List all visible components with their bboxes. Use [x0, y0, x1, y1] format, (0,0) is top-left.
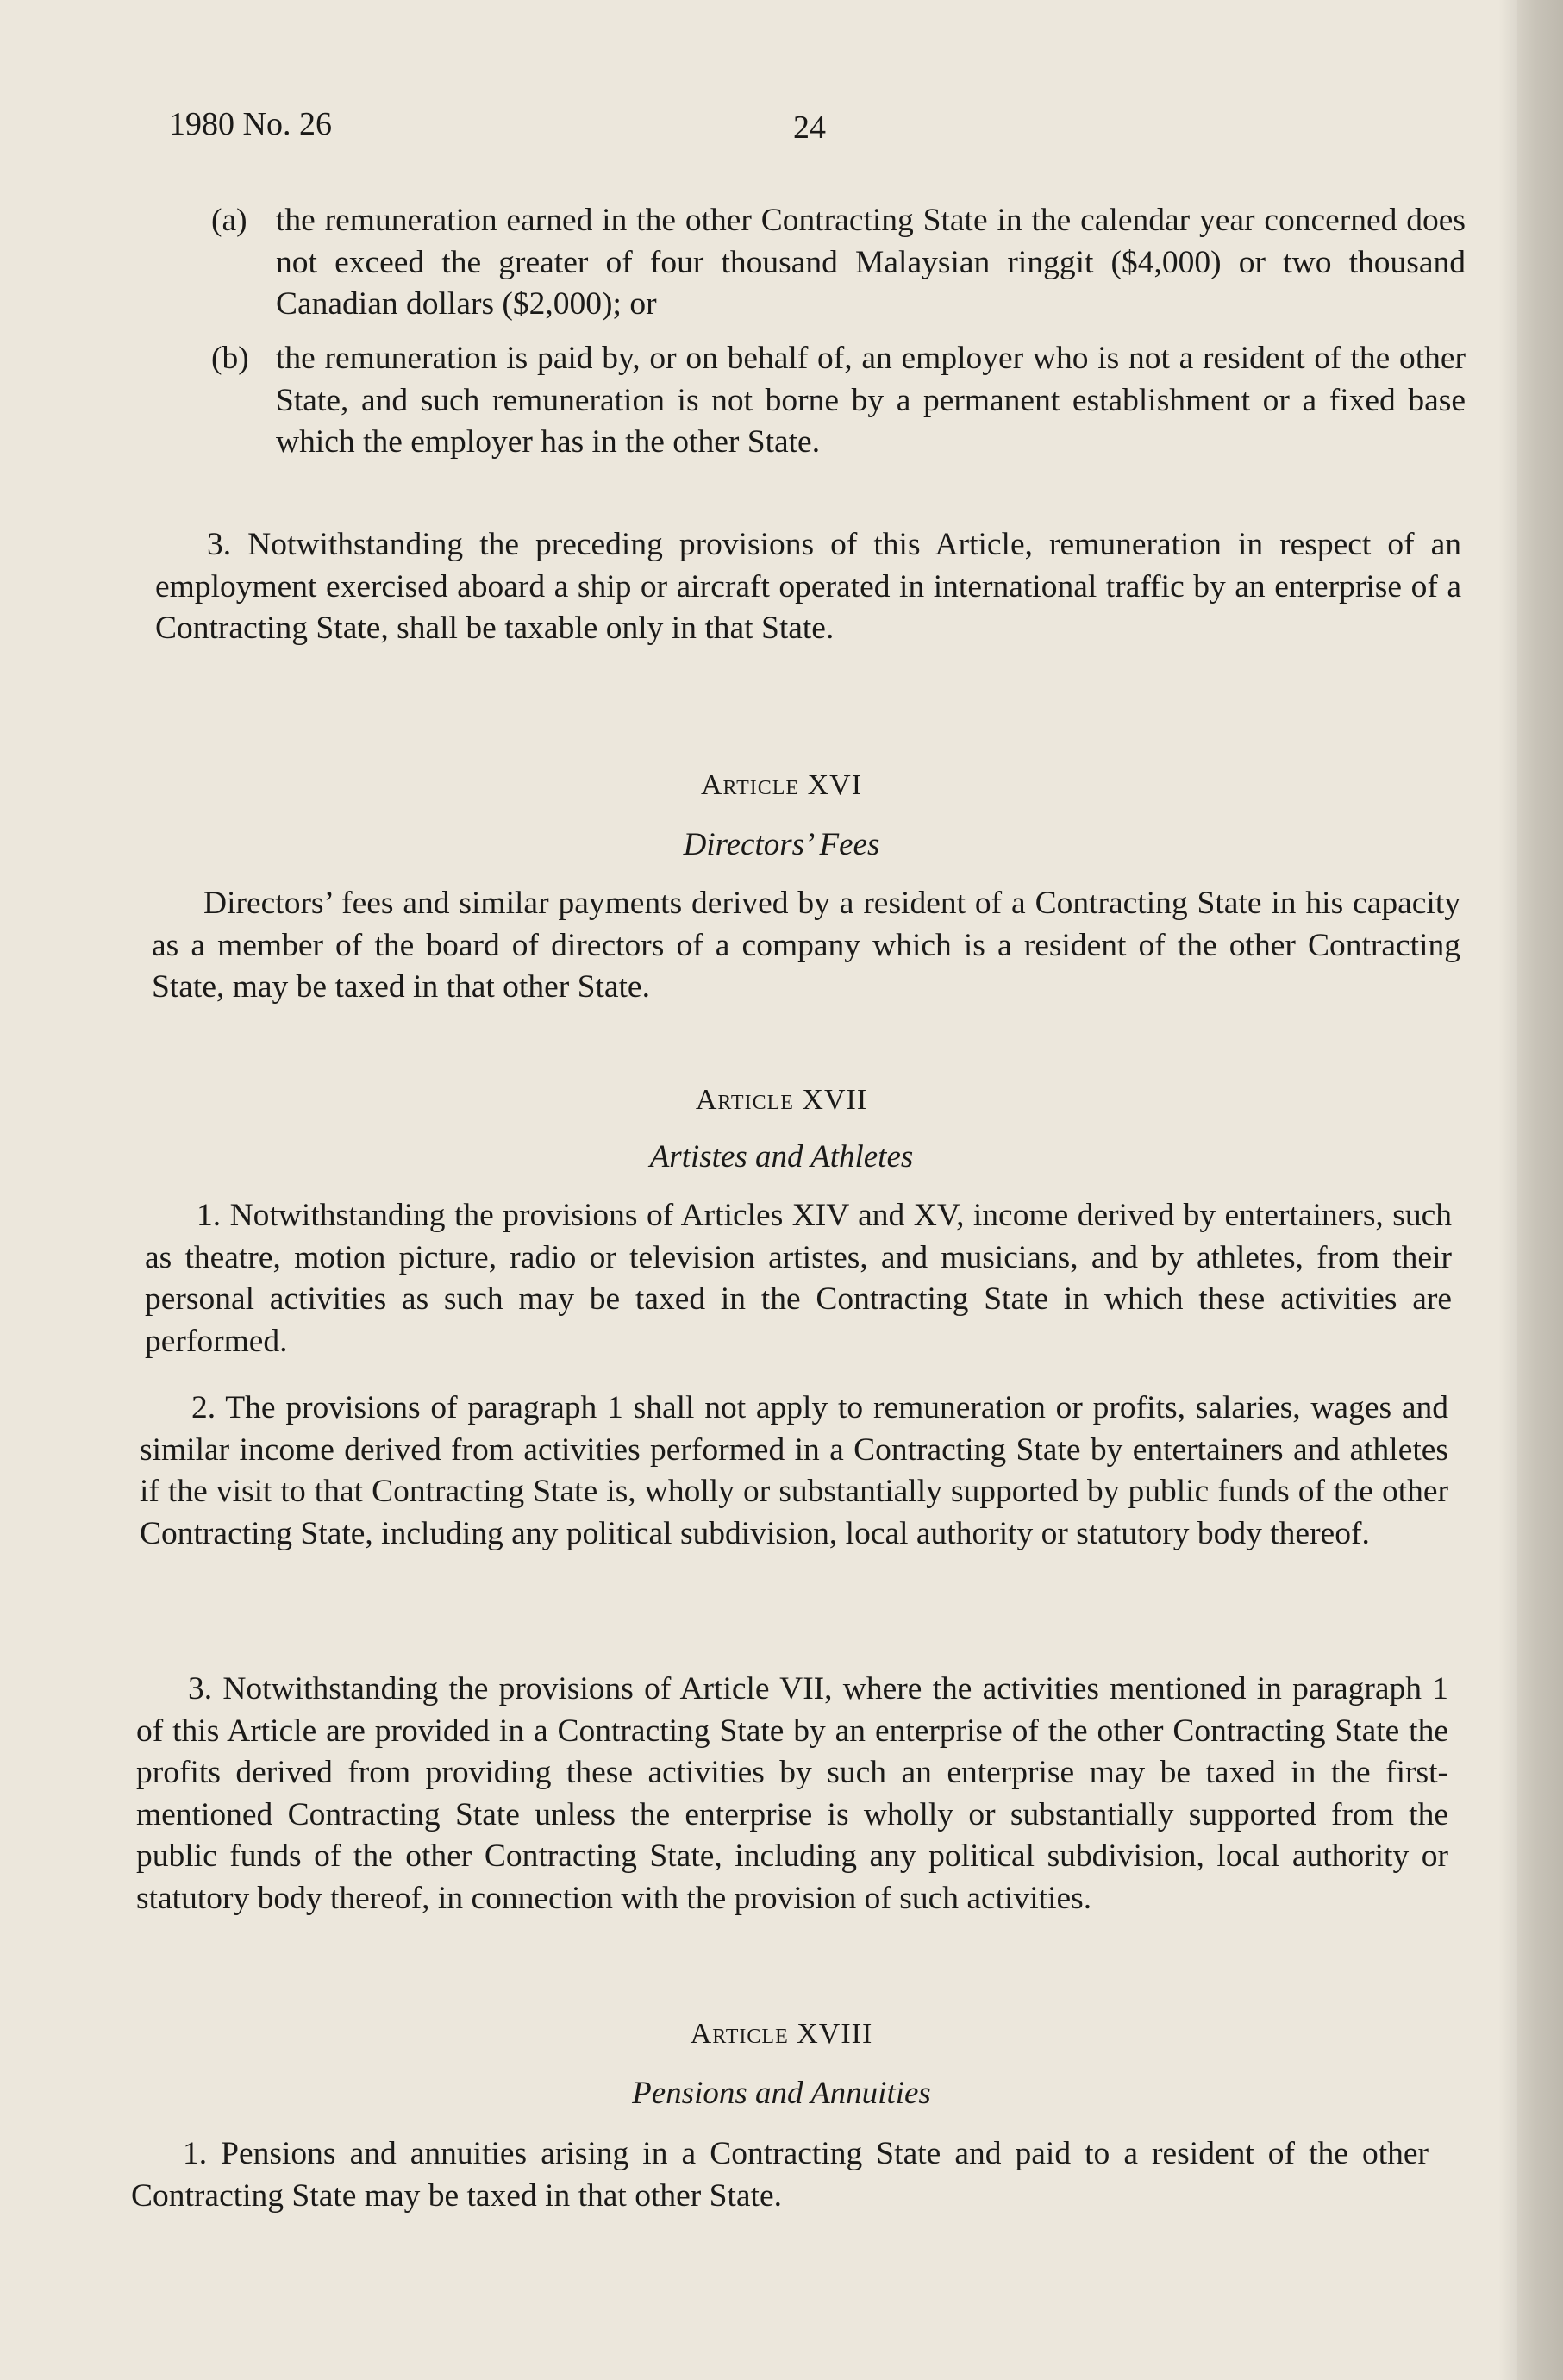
article-17-paragraph-3 [136, 1669, 1448, 1920]
paragraph: Directors’ fees and similar payments derived by a resident of a Contracting State in his capacity as a member of the board of directors of a company which is a resident of the other Contracting State, may be taxed in that other State. [152, 886, 1460, 1005]
list-item-text: the remuneration is paid by, or on behalf of, an employer who is not a resident of the other State, and such remuneration is not borne by a permanent establishment or a fixed base which the employer has in the other State. [276, 341, 1466, 460]
list-item-a [211, 200, 1466, 329]
paragraph: 1. Notwithstanding the provisions of Articles XIV and XV, income derived by entertainers, such as theatre, motion picture, radio or television artistes, and musicians, and by athletes, from their personal activities as such may be taxed in the Contracting State in which these activities are performed. [145, 1198, 1452, 1359]
paragraph: 1. Pensions and annuities arising in a Contracting State and paid to a resident of the other Contracting State may be taxed in that other State. [131, 2136, 1429, 2214]
paragraph: 3. Notwithstanding the preceding provisions of this Article, remuneration in respect of an employment exercised aboard a ship or aircraft operated in international traffic by an enterprise of a Contracting State, shall be taxable only in that State. [155, 527, 1461, 646]
list-item-label: (a) [211, 203, 247, 238]
article-17-heading: Article XVII [695, 1084, 868, 1116]
running-head: 1980 No. 26 [169, 106, 332, 142]
article-16-paragraph [152, 883, 1460, 1009]
article-18-heading: Article XVIII [690, 2018, 873, 2050]
article-18-title: Pensions and Annuities [632, 2076, 931, 2111]
article-15-paragraph-3 [155, 524, 1461, 650]
page-number: 24 [793, 110, 826, 146]
list-item-text: the remuneration earned in the other Contracting State in the calendar year concerned does not exceed the greater of four thousand Malaysian ringgit ($4,000) or two thousand Canadian dollars ($2,000); or [276, 203, 1466, 322]
article-17-paragraph-2 [140, 1387, 1448, 1555]
article-18-paragraph-1 [131, 2133, 1429, 2217]
article-17-title: Artistes and Athletes [649, 1139, 914, 1174]
article-16-heading: Article XVI [700, 769, 863, 801]
article-17-paragraph-1 [145, 1195, 1452, 1362]
list-item-b [211, 338, 1466, 467]
paragraph: 3. Notwithstanding the provisions of Article VII, where the activities mentioned in paragraph 1 of this Article are provided in a Contracting State by an enterprise of the other Contracting State the profits derived from providing these activities by such an enterprise may be taxed in the first-mentioned Contracting State unless the enterprise is wholly or substantially supported from the public funds of the other Contracting State, including any political subdivision, local authority or statutory body thereof, in connection with the provision of such activities. [136, 1671, 1448, 1916]
article-16-title: Directors’ Fees [683, 827, 880, 862]
paragraph: 2. The provisions of paragraph 1 shall not apply to remuneration or profits, salaries, wages and similar income derived from activities performed in a Contracting State by entertainers and athletes if the visit to that Contracting State is, wholly or substantially supported by public funds of the other Contracting State, including any political subdivision, local authority or statutory body thereof. [140, 1390, 1448, 1551]
list-item-label: (b) [211, 341, 249, 376]
